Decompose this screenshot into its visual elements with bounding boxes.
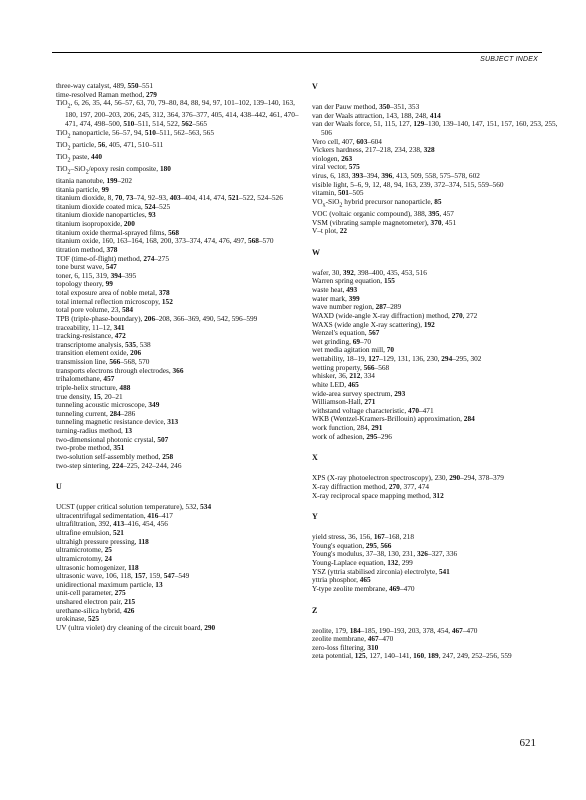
index-entry: viologen, 263 [312, 153, 353, 163]
index-entry: TiO$_2$ paste, 440 [56, 151, 102, 164]
index-entry: zeolite, 179, 184–185, 190–193, 203, 378, 454, 467–470 [312, 625, 478, 635]
index-entry: ultrahigh pressure pressing, 118 [56, 536, 149, 546]
index-entry: yttria phosphor, 465 [312, 575, 371, 585]
index-entry: turning-radius method, 13 [56, 426, 132, 436]
index-entry: transcriptome analysis, 535, 538 [56, 339, 151, 349]
section-letter: Y [312, 512, 318, 522]
running-head: SUBJECT INDEX [480, 56, 538, 63]
index-entry: withstand voltage characteristic, 470–471 [312, 405, 434, 415]
index-entry: unshared electron pair, 215 [56, 597, 136, 607]
section-letter: W [312, 247, 320, 257]
index-entry: van der Waals attraction, 143, 188, 248, 414 [312, 110, 441, 120]
index-entry: wave number region, 287–289 [312, 302, 402, 312]
index-entry: UCST (upper critical solution temperature), 532, 534 [56, 502, 212, 512]
index-entry: white LED, 465 [312, 379, 359, 389]
index-entry: titanium oxide thermal-sprayed films, 568 [56, 227, 180, 237]
index-entry: titania particle, 99 [56, 184, 109, 194]
index-entry: WAXS (wide angle X-ray scattering), 192 [312, 319, 435, 329]
index-entry: unit-cell parameter, 275 [56, 588, 126, 598]
index-entry: titanium dioxide nanoparticles, 93 [56, 210, 156, 220]
index-entry: YSZ (yttria stabilised zirconia) electrolyte, 541 [312, 566, 450, 576]
index-entry: Young's equation, 295, 566 [312, 540, 392, 550]
index-entry: ultrafiltration, 392, 413–416, 454, 456 [56, 519, 168, 529]
index-entry: waste heat, 493 [312, 285, 358, 295]
index-entry: toner, 6, 115, 319, 394–395 [56, 270, 137, 280]
index-entry: wafer, 30, 392, 398–400, 435, 453, 516 [312, 267, 427, 277]
index-entry: WKB (Wentzel-Kramers-Brillouin) approximation, 284 [312, 414, 475, 424]
index-entry: vitamin, 501–505 [312, 188, 364, 198]
index-entry: TiO$_2$, 6, 26, 35, 44, 56–57, 63, 70, 79–80, 84, 88, 94, 97, 101–102, 139–140, 163, 180, 197, 200–203, 206, 245, 312, 364, 376–377, 405, 414, 438–442, 461, 470–471, 474, 498–500, 510–511, 514, 522, 562–565 [56, 98, 299, 128]
index-entry: Warren spring equation, 155 [312, 276, 395, 286]
index-entry: Young's modulus, 37–38, 130, 231, 326–327, 336 [312, 549, 458, 559]
index-entry: traceability, 11–12, 341 [56, 322, 125, 332]
index-entry: total pore volume, 23, 584 [56, 305, 134, 315]
index-entry: WAXD (wide-angle X-ray diffraction) method, 270, 272 [312, 310, 478, 320]
index-entry: TiO$_2$–SiO$_2$/epoxy resin composite, 180 [56, 163, 171, 176]
index-entry: two-solution self-assembly method, 258 [56, 451, 174, 461]
index-entry: XPS (X-ray photoelectron spectroscopy), 230, 290–294, 378–379 [312, 473, 504, 483]
index-entry: van der Pauw method, 350–351, 353 [312, 102, 420, 111]
index-entry: wettability, 18–19, 127–129, 131, 136, 230, 294–295, 302 [312, 354, 482, 364]
index-entry: VSM (vibrating sample magnetometer), 370, 451 [312, 217, 457, 227]
index-entry: time-resolved Raman method, 279 [56, 89, 157, 99]
index-entry: titanium oxide, 160, 163–164, 168, 200, 373–374, 474, 476, 497, 568–570 [56, 236, 274, 246]
index-entry: ultracentrifugal sedimentation, 416–417 [56, 510, 173, 520]
index-entry: X-ray diffraction method, 270, 377, 474 [312, 481, 430, 491]
index-entry: ultramicrotomy, 24 [56, 553, 112, 563]
section-letter: U [56, 482, 62, 492]
index-entry: tunneling acoustic microscope, 349 [56, 400, 160, 410]
index-entry: $VO_x-SiO_2$ hybrid precursor nanoparticle, 85 [312, 196, 442, 209]
index-entry: wide-area survey spectrum, 293 [312, 388, 406, 398]
index-entry: yield stress, 36, 156, 167–168, 218 [312, 532, 414, 542]
index-entry: wet grinding, 69–70 [312, 336, 371, 346]
index-entry: van der Waals force, 51, 115, 127, 129–130, 139–140, 147, 151, 157, 160, 253, 255, 506 [312, 119, 558, 137]
index-entry: work function, 284, 291 [312, 423, 383, 433]
index-entry: titanium dioxide coated mica, 524–525 [56, 201, 171, 211]
index-entry: TiO$_2$ particle, 56, 405, 471, 510–511 [56, 139, 164, 152]
index-column-left [56, 82, 306, 633]
index-entry: trihalomethane, 457 [56, 374, 115, 384]
index-entry: Williamson-Hall, 271 [312, 397, 376, 407]
index-entry: tunneling magnetic resistance device, 313 [56, 417, 179, 427]
index-entry: urokinase, 525 [56, 614, 99, 624]
index-entry: transmission line, 566–568, 570 [56, 357, 150, 367]
index-entry: urethane-silica hybrid, 426 [56, 605, 135, 615]
index-entry: two-step sintering, 224–225, 242–244, 246 [56, 460, 182, 470]
index-entry: titration method, 378 [56, 244, 118, 254]
index-entry: tunneling current, 284–286 [56, 408, 136, 418]
index-entry: ultrafine emulsion, 521 [56, 528, 124, 538]
index-entry: work of adhesion, 295–296 [312, 431, 392, 441]
index-entry: total exposure area of noble metal, 378 [56, 288, 170, 298]
index-entry: water mark, 399 [312, 293, 360, 303]
index-entry: TiO$_2$ nanoparticle, 56–57, 94, 510–511, 562–563, 565 [56, 127, 214, 140]
index-entry: TPB (triple-phase-boundary), 206–208, 366–369, 490, 542, 596–599 [56, 313, 258, 323]
index-entry: transports electrons through electrodes, 366 [56, 365, 184, 375]
index-entry: tone burst wave, 547 [56, 262, 117, 272]
index-entry: wet media agitation mill, 70 [312, 345, 395, 355]
index-entry: zeolite membrane, 467–470 [312, 634, 394, 644]
index-entry: Young-Laplace equation, 132, 299 [312, 558, 413, 568]
index-entry: titania nanotube, 199–202 [56, 175, 133, 185]
index-entry: three-way catalyst, 489, 550–551 [56, 81, 154, 90]
index-entry: triple-helix structure, 488 [56, 382, 131, 392]
index-entry: true density, 15, 20–21 [56, 391, 123, 401]
index-entry: whisker, 36, 212, 334 [312, 371, 375, 381]
index-entry: Vickers hardness, 217–218, 234, 238, 328 [312, 145, 435, 155]
index-entry: titanium isopropoxide, 200 [56, 219, 135, 229]
index-entry: topology theory, 99 [56, 279, 113, 289]
index-entry: UV (ultra violet) dry cleaning of the circuit board, 290 [56, 622, 216, 632]
index-entry: zero-loss filtering, 310 [312, 642, 379, 652]
section-letter: X [312, 453, 318, 463]
index-entry: TOF (time-of-flight) method, 274–275 [56, 253, 169, 263]
index-entry: Y-type zeolite membrane, 469–470 [312, 583, 415, 593]
index-entry: viral vector, 575 [312, 162, 360, 172]
index-entry: titanium dioxide, 8, 70, 73–74, 92–93, 403–404, 414, 474, 521–522, 524–526 [56, 193, 283, 203]
index-entry: two-probe method, 351 [56, 443, 125, 453]
index-entry: unidirectional maximum particle, 13 [56, 579, 163, 589]
index-entry: ultrasonic wave, 106, 118, 157, 159, 547–549 [56, 571, 190, 581]
section-letter: Z [312, 605, 318, 615]
index-entry: ultrasonic homogenizer, 118 [56, 562, 139, 572]
index-entry: total internal reflection microscopy, 152 [56, 296, 173, 306]
index-entry: X-ray reciprocal space mapping method, 312 [312, 490, 444, 500]
index-entry: virus, 6, 183, 393–394, 396, 413, 509, 558, 575–578, 602 [312, 171, 480, 180]
page-number: 621 [519, 737, 536, 749]
index-entry: V–t plot, 22 [312, 226, 348, 236]
index-entry: visible light, 5–6, 9, 12, 48, 94, 163, 239, 372–374, 515, 559–560 [312, 179, 504, 189]
section-letter: V [312, 82, 318, 91]
index-entry: tracking-resistance, 472 [56, 331, 126, 341]
index-entry: ultramicrotome, 25 [56, 545, 112, 555]
index-entry: Wenzel's equation, 567 [312, 328, 380, 338]
index-entry: zeta potential, 125, 127, 140–141, 160, 189, 247, 249, 252–256, 559 [312, 651, 512, 661]
index-column-right [312, 82, 562, 661]
index-entry: transition element oxide, 206 [56, 348, 142, 358]
index-entry: wetting property, 566–568 [312, 362, 390, 372]
index-entry: Vero cell, 407, 603–604 [312, 136, 382, 146]
index-entry: VOC (voltaic organic compound), 388, 395, 457 [312, 208, 454, 218]
header-rule [52, 52, 542, 53]
index-entry: two-dimensional photonic crystal, 507 [56, 434, 169, 444]
